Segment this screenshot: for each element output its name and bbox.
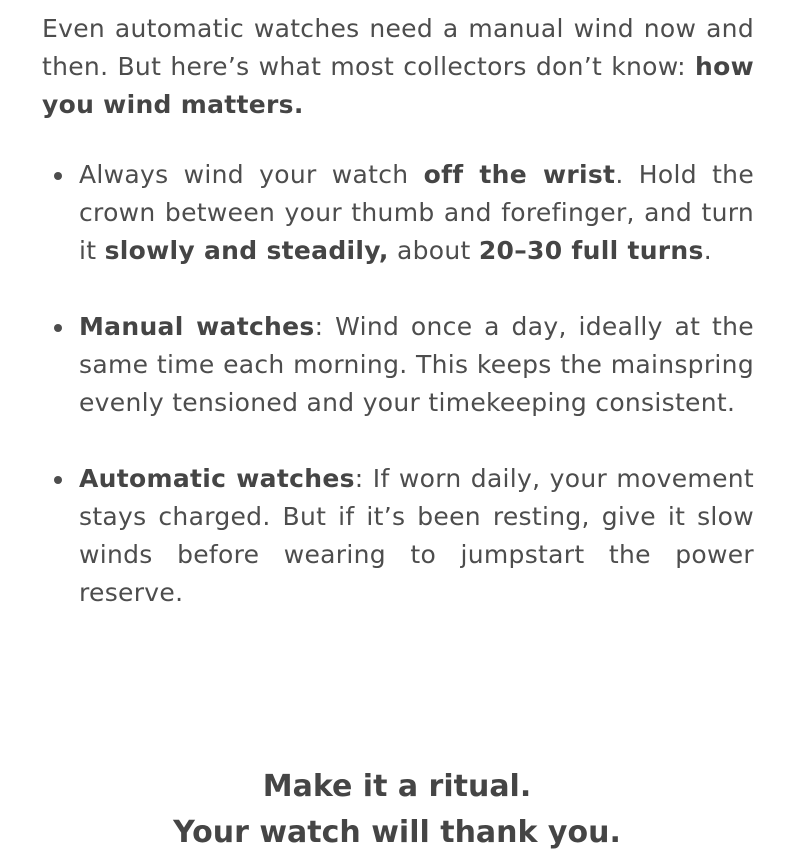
tip-text: : Wind once a day, ideally at the same time each morning. This keeps the mainspring evenly tensioned and your timekeeping consistent. [79,312,754,417]
closing-line-1: Make it a ritual. [262,769,532,804]
list-item-off-wrist [42,156,754,270]
tip-emphasis: 20–30 full turns [478,236,704,265]
tip-emphasis: off the wrist [423,160,616,189]
tip-heading: Automatic watches [79,464,355,493]
bullet-icon [54,324,62,332]
closing-callout [0,764,794,856]
tip-text: Always wind your watch [79,160,424,189]
winding-tips-list [42,156,754,612]
tip-text: : If worn daily, your movement stays charged. But if it’s been resting, give it slow winds before wearing to jumpstart the power reserve. [79,464,754,607]
tip-text: . [703,236,712,265]
bullet-icon [54,172,62,180]
intro-text: Even automatic watches need a manual wind now and then. But here’s what most collectors don’t know: [42,14,754,81]
list-item-automatic-watches [42,460,754,612]
tip-text: about [388,236,479,265]
tip-heading: Manual watches [79,312,315,341]
intro-paragraph [42,10,754,124]
tip-text: . Hold the crown between your thumb and forefinger, and turn it [79,160,754,265]
closing-line-2: Your watch will thank you. [173,815,621,850]
tip-emphasis: slowly and steadily, [104,236,389,265]
intro-emphasis: how you wind matters. [42,52,754,119]
bullet-icon [54,476,62,484]
list-item-manual-watches [42,308,754,422]
